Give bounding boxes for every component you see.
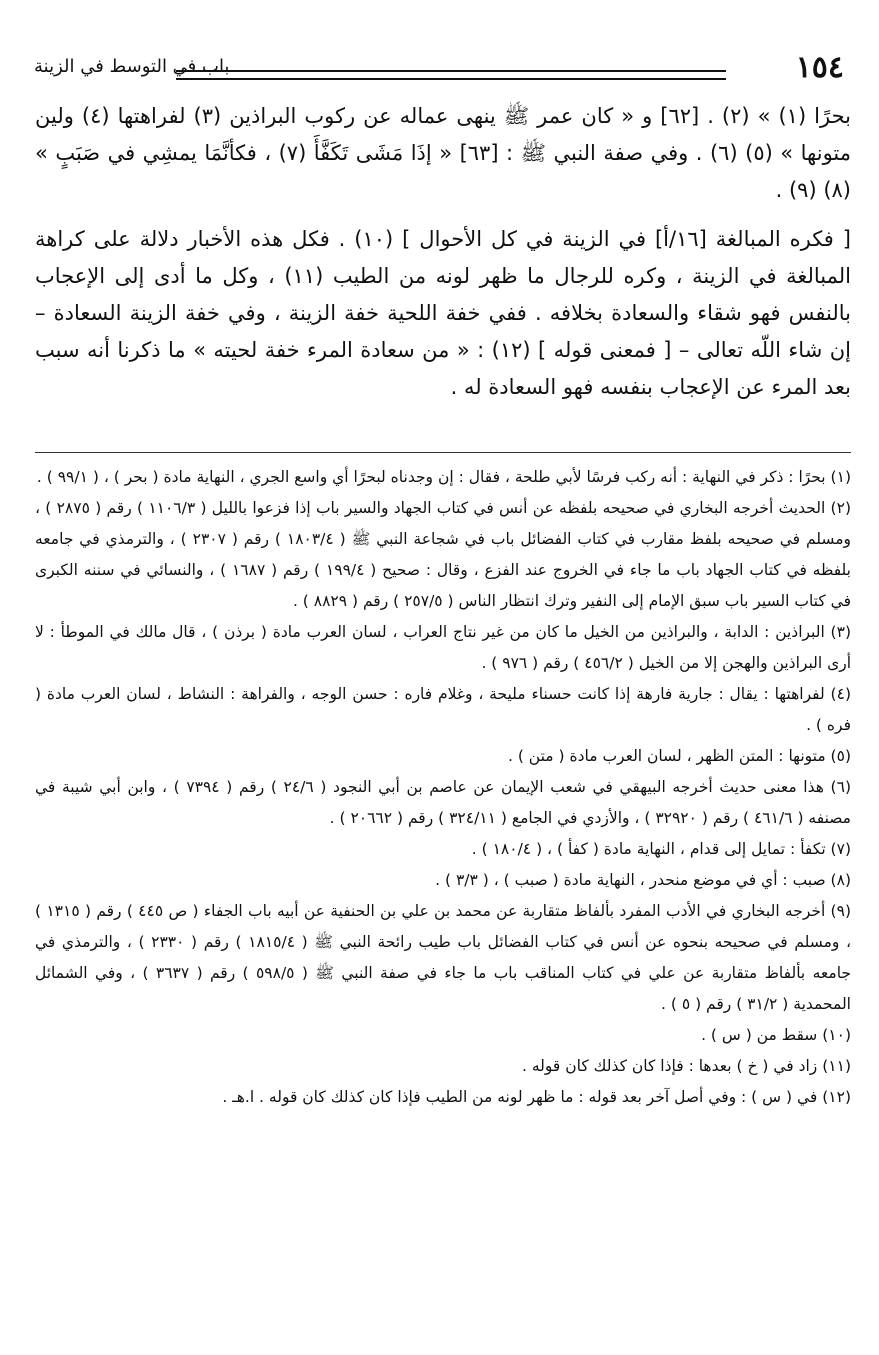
- footnote: (٥) متونها : المتن الظهر ، لسان العرب مادة ( متن ) .: [507, 747, 851, 765]
- footnote: (٨) صبب : أي في موضع منحدر ، النهاية مادة ( صبب ) ، ( ٣/٣ ) .: [435, 871, 851, 889]
- main-text: [35, 98, 851, 406]
- footnote: (٩) أخرجه البخاري في الأدب المفرد بألفاظ متقاربة عن محمد بن علي بن الحنفية عن أبيه باب الجفاء ( ص ٤٤٥ ) رقم ( ١٣١٥ ) ، ومسلم في صحيحه بنحوه عن أنس في كتاب الفضائل باب طيب رائحة النبي ﷺ ( ١٨١٥/٤ ) رقم ( ٢٣٣٠ ) ، والترمذي في جامعه بألفاظ متقاربة عن علي في كتاب المناقب باب ما جاء في صفة النبي ﷺ ( ٥٩٨/٥ ) رقم ( ٣٦٣٧ ) ، وفي الشمائل المحمدية ( ٣١/٢ ) رقم ( ٥ ) .: [35, 902, 851, 1013]
- footnotes: [35, 462, 851, 1113]
- footnote: (٢) الحديث أخرجه البخاري في صحيحه بلفظه عن أنس في كتاب الجهاد والسير باب إذا فزعوا بالليل ( ١١٠٦/٣ ) رقم ( ٢٨٧٥ ) ، ومسلم في صحيحه بلفظ مقارب في كتاب الفضائل باب في شجاعة النبي ﷺ ( ١٨٠٣/٤ ) رقم ( ٢٣٠٧ ) ، والترمذي في جامعه بلفظه في كتاب الجهاد باب ما جاء في الخروج عند الفزع ، وقال : صحيح ( ١٩٩/٤ ) رقم ( ١٦٨٧ ) ، والنسائي في سننه الكبرى في كتاب السير باب سبق الإمام إلى النفير وترك انتظار الناس ( ٢٥٧/٥ ) رقم ( ٨٨٢٩ ) .: [35, 499, 852, 610]
- footnote: (١) بحرًا : ذكر في النهاية : أنه ركب فرسًا لأبي طلحة ، فقال : إن وجدناه لبحرًا أي واسع الجري ، النهاية مادة ( بحر ) ، ( ٩٩/١ ) .: [36, 468, 851, 486]
- page-number: ١٥٤: [795, 50, 844, 85]
- footnote: (٧) تكفأ : تمايل إلى قدام ، النهاية مادة ( كفأ ) ، ( ١٨٠/٤ ) .: [471, 840, 851, 858]
- main-paragraph: بحرًا (١) » (٢) . [٦٢] و « كان عمر ﷺ ينهى عماله عن ركوب البراذين (٣) لفراهتها (٤) ولين متونها » (٥) (٦) . وفي صفة النبي ﷺ : [٦٣] « إذَا مَشَى تَكَفَّأَ (٧) ، فكأنَّمَا يمشِي في صَبَبٍ » (٨) (٩) .: [35, 104, 852, 202]
- footnote: (٦) هذا معنى حديث أخرجه البيهقي في شعب الإيمان عن عاصم بن أبي النجود ( ٢٤/٦ ) رقم ( ٧٣٩٤ ) ، وابن أبي شيبة في مصنفه ( ٤٦١/٦ ) رقم ( ٣٢٩٢٠ ) ، والأزدي في الجامع ( ٣٢٤/١١ ) رقم ( ٢٠٦٦٢ ) .: [35, 778, 851, 827]
- main-paragraph: [ فكره المبالغة [١٦/أ] في الزينة في كل الأحوال ] (١٠) . فكل هذه الأخبار دلالة على كراهة المبالغة في الزينة ، وكره للرجال ما ظهر لونه من الطيب (١١) ، وكل ما أدى إلى الإعجاب بالنفس فهو شقاء والسعادة بخلافه . ففي خفة اللحية خفة الزينة ، وفي خفة الزينة السعادة – إن شاء اللّه تعالى – [ فمعنى قوله ] (١٢) : « من سعادة المرء خفة لحيته » ما ذكرنا أنه سبب بعد المرء عن الإعجاب بنفسه فهو السعادة له .: [35, 227, 852, 399]
- header-rule: [176, 70, 726, 80]
- running-title: باب في التوسط في الزينة: [34, 56, 230, 77]
- footnote: (١١) زاد في ( خ ) بعدها : فإذا كان كذلك كان قوله .: [522, 1057, 851, 1075]
- footnote: (٣) البراذين : الدابة ، والبراذين من الخيل ما كان من غير نتاج العراب ، لسان العرب مادة ( برذن ) ، قال مالك في الموطأ : لا أرى البراذين والهجن إلا من الخيل ( ٤٥٦/٢ ) رقم ( ٩٧٦ ) .: [35, 623, 851, 672]
- footnote: (١٢) في ( س ) : وفي أصل آخر بعد قوله : ما ظهر لونه من الطيب فإذا كان كذلك كان قوله . ا.هـ .: [222, 1088, 851, 1106]
- page-header: [28, 50, 848, 94]
- footnote: (١٠) سقط من ( س ) .: [701, 1026, 851, 1044]
- footnote: (٤) لفراهتها : يقال : جارية فارهة إذا كانت حسناء مليحة ، وغلام فاره : حسن الوجه ، والفراهة : النشاط ، لسان العرب مادة ( فره ) .: [35, 685, 851, 734]
- footnote-divider: [35, 452, 851, 453]
